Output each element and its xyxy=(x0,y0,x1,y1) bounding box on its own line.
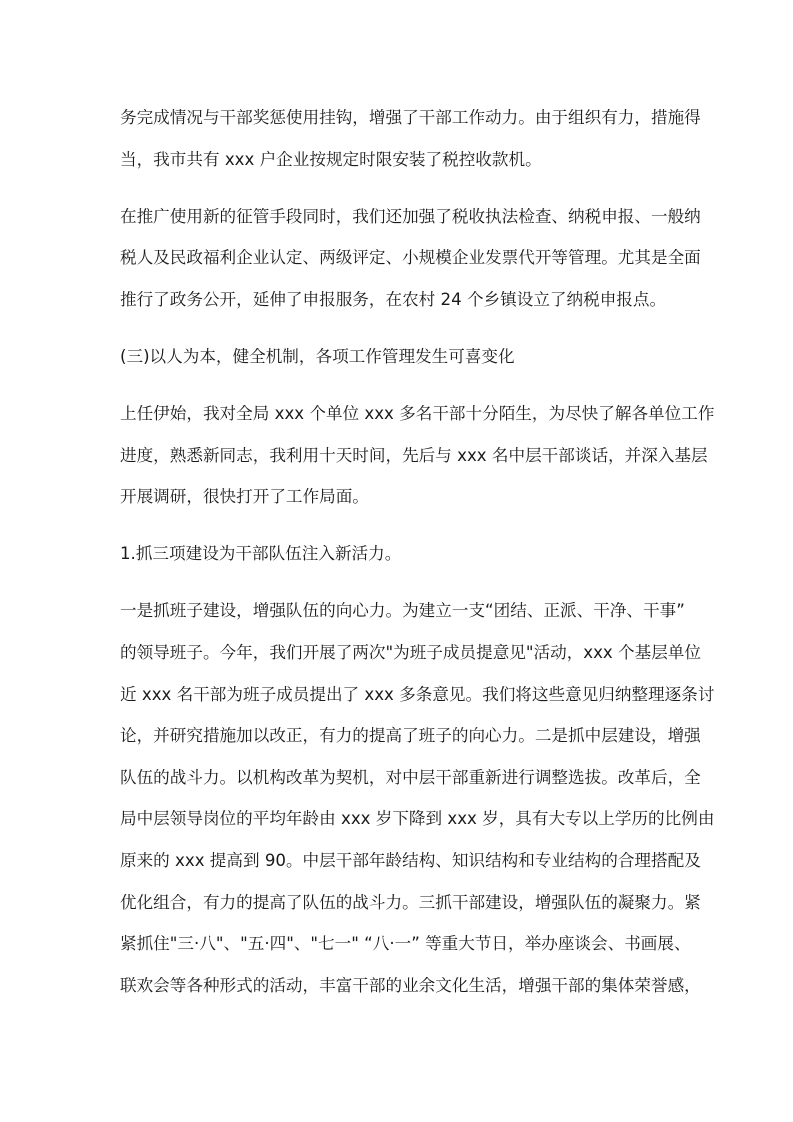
text-line: 队伍的战斗力。以机构改革为契机，对中层干部重新进行调整选拔。改革后，全 xyxy=(120,767,701,787)
text-line: 一是抓班子建设，增强队伍的向心力。为建立一支“团结、正派、干净、干事” xyxy=(120,601,685,621)
document-page xyxy=(120,97,715,1022)
text-line: 税人及民政福利企业认定、两级评定、小规模企业发票代开等管理。尤其是全面 xyxy=(120,248,701,268)
paragraph-collection-management xyxy=(120,196,701,321)
text-line: 1.抓三项建设为干部队伍注入新活力。 xyxy=(120,544,402,564)
text-line: 开展调研，很快打开了工作局面。 xyxy=(120,487,369,507)
text-line: 进度，熟悉新同志，我利用十天时间，先后与 xxx 名中层干部谈话，并深入基层 xyxy=(120,445,708,465)
text-line: 局中层领导岗位的平均年龄由 xxx 岁下降到 xxx 岁，具有大专以上学历的比例由 xyxy=(120,809,715,829)
text-line: 务完成情况与干部奖惩使用挂钩，增强了干部工作动力。由于组织有力，措施得 xyxy=(120,108,701,127)
text-line: 联欢会等各种形式的活动，丰富干部的业余文化生活，增强干部的集体荣誉感， xyxy=(120,975,701,995)
text-line: 推行了政务公开，延伸了申报服务，在农村 24 个乡镇设立了纳税申报点。 xyxy=(120,289,667,309)
paragraph-three-constructions xyxy=(120,590,715,1006)
text-line: 当，我市共有 xxx 户企业按规定时限安装了税控收款机。 xyxy=(120,149,542,169)
paragraph-task-completion xyxy=(120,97,701,180)
text-line: 原来的 xxx 提高到 90。中层干部年龄结构、知识结构和专业结构的合理搭配及 xyxy=(120,851,701,870)
text-line: 近 xxx 名干部为班子成员提出了 xxx 多条意见。我们将这些意见归纳整理逐条讨 xyxy=(120,684,715,704)
text-line: 优化组合，有力的提高了队伍的战斗力。三抓干部建设，增强队伍的凝聚力。紧 xyxy=(120,892,701,912)
paragraph-taking-office xyxy=(120,393,715,518)
section-heading xyxy=(120,336,676,378)
text-line: 在推广使用新的征管手段同时，我们还加强了税收执法检查、纳税申报、一般纳 xyxy=(120,206,701,226)
text-line: 紧抓住"三·八"、"五·四"、"七一" “八·一” 等重大节日，举办座谈会、书画展、 xyxy=(120,934,691,954)
text-line: (三)以人为本，健全机制，各项工作管理发生可喜变化 xyxy=(120,346,515,366)
subsection-heading xyxy=(120,533,676,575)
text-line: 上任伊始，我对全局 xxx 个单位 xxx 多名干部十分陌生，为尽快了解各单位工作 xyxy=(120,404,715,424)
text-line: 的领导班子。今年，我们开展了两次"为班子成员提意见"活动，xxx 个基层单位 xyxy=(120,643,701,663)
text-line: 论，并研究措施加以改正，有力的提高了班子的向心力。二是抓中层建设，增强 xyxy=(120,726,701,746)
